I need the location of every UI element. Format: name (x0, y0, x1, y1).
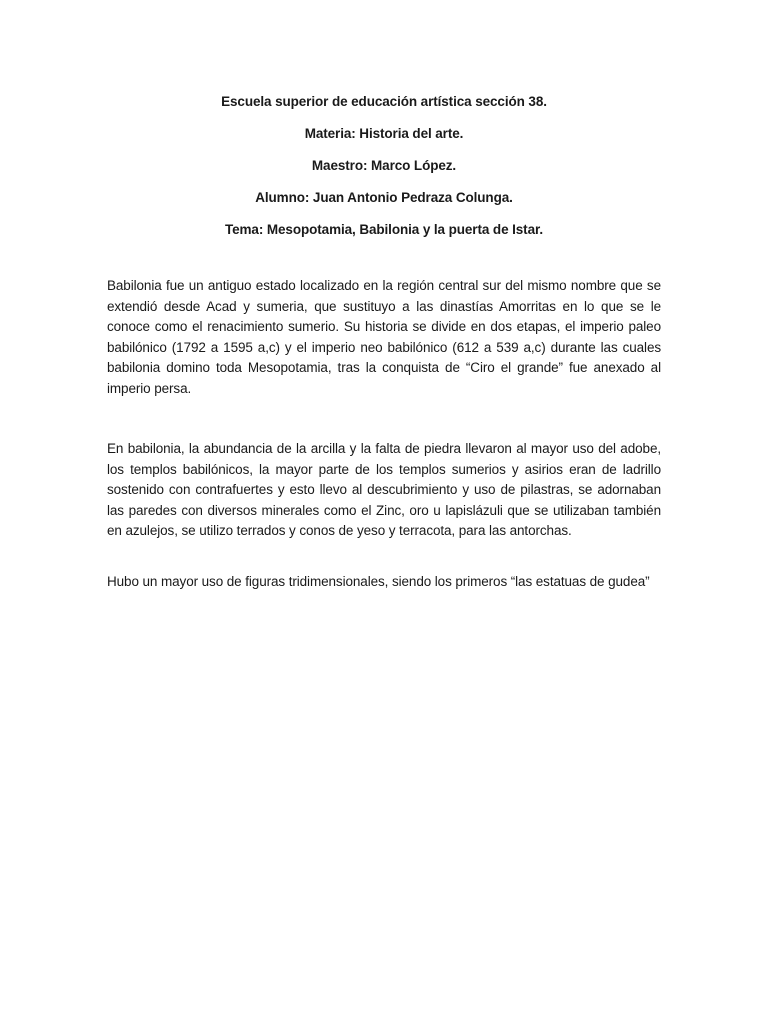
paragraph-babilonia-history: Babilonia fue un antiguo estado localizado en la región central sur del mismo nombre que se extendió desde Acad y sumeria, que sustituyo a las dinastías Amorritas en lo que se le conoce como el renacimiento sumerio. Su historia se divide en dos etapas, el imperio paleo babilónico (1792 a 1595 a,c) y el imperio neo babilónico (612 a 539 a,c) durante las cuales babilonia domino toda Mesopotamia, tras la conquista de “Ciro el grande” fue anexado al imperio persa. (107, 278, 661, 396)
topic-line: Tema: Mesopotamia, Babilonia y la puerta de Istar. (224, 222, 544, 237)
school-name: Escuela superior de educación artística sección 38. (221, 94, 547, 109)
paragraph-figures: Hubo un mayor uso de figuras tridimensionales, siendo los primeros “las estatuas de gudea” (107, 574, 650, 589)
document-header (0, 93, 768, 253)
teacher-line: Maestro: Marco López. (311, 158, 457, 173)
subject-line: Materia: Historia del arte. (304, 126, 464, 141)
paragraph-babilonia-architecture: En babilonia, la abundancia de la arcilla y la falta de piedra llevaron al mayor uso del adobe, los templos babilónicos, la mayor parte de los templos sumerios y asirios eran de ladrillo sostenido con contrafuertes y esto llevo al descubrimiento y uso de pilastras, se adornaban las paredes con diversos minerales como el Zinc, oro u lapislázuli que se utilizaban también en azulejos, se utilizo terrados y conos de yeso y terracota, para las antorchas. (107, 441, 661, 539)
student-line: Alumno: Juan Antonio Pedraza Colunga. (255, 190, 513, 205)
